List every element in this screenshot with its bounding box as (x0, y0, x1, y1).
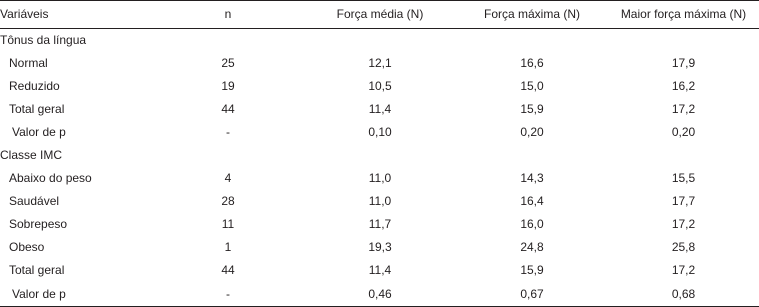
cell-n: 19 (221, 79, 235, 93)
row-label: Normal (9, 56, 48, 70)
cell-max: 15,9 (520, 263, 544, 277)
cell-n: 4 (224, 171, 232, 185)
table-row (0, 52, 759, 75)
row-label: Total geral (9, 102, 65, 116)
cell-mean: 10,5 (368, 79, 392, 93)
row-label: Obeso (9, 240, 45, 254)
header-variables: Variáveis (0, 1, 152, 29)
cell-mean: 11,7 (368, 217, 392, 231)
table-row (0, 282, 759, 307)
cell-max: 16,0 (520, 217, 544, 231)
header-row (0, 1, 759, 29)
group-row-tongue-tonus (0, 29, 759, 53)
cell-max: 24,8 (520, 240, 544, 254)
cell-highest: 0,20 (671, 125, 696, 139)
cell-highest: 17,2 (671, 217, 696, 231)
cell-highest: 16,2 (671, 79, 696, 93)
group-row-bmi-class (0, 144, 759, 167)
cell-max: 14,3 (520, 171, 544, 185)
table-row (0, 167, 759, 190)
cell-mean: 12,1 (368, 56, 392, 70)
cell-highest: 17,7 (671, 194, 696, 208)
cell-max: 15,0 (520, 79, 544, 93)
cell-n: - (226, 125, 230, 139)
cell-mean: 11,0 (368, 171, 392, 185)
header-mean-force: Força média (N) (304, 1, 456, 29)
row-label: Total geral (9, 263, 65, 277)
group-title: Tônus da língua (0, 33, 87, 47)
table-row (0, 259, 759, 282)
row-label: Reduzido (9, 79, 60, 93)
cell-mean: 19,3 (368, 240, 392, 254)
cell-highest: 17,2 (671, 102, 696, 116)
cell-n: 11 (221, 217, 235, 231)
group-title: Classe IMC (0, 148, 63, 162)
table-row (0, 121, 759, 144)
cell-max: 16,4 (520, 194, 544, 208)
cell-mean: 0,10 (368, 125, 392, 139)
table-row (0, 98, 759, 121)
cell-n: 44 (221, 102, 235, 116)
header-max-force: Força máxima (N) (456, 1, 608, 29)
row-label: Saudável (9, 194, 60, 208)
table-row (0, 236, 759, 259)
cell-highest: 0,68 (608, 282, 759, 307)
cell-highest: 15,5 (671, 171, 696, 185)
cell-mean: 11,4 (368, 102, 392, 116)
cell-highest: 25,8 (671, 240, 696, 254)
cell-max: 0,20 (520, 125, 544, 139)
row-label: Sobrepeso (9, 217, 68, 231)
table-header (0, 1, 759, 29)
cell-mean: 11,4 (368, 263, 392, 277)
cell-max: 0,67 (456, 282, 608, 307)
row-label: Valor de p (0, 282, 152, 307)
table-row (0, 75, 759, 98)
header-highest-max-force: Maior força máxima (N) (608, 1, 759, 29)
row-label: Abaixo do peso (9, 171, 92, 185)
cell-highest: 17,2 (671, 263, 696, 277)
table-row (0, 190, 759, 213)
cell-mean: 11,0 (368, 194, 392, 208)
header-n: n (152, 1, 304, 29)
cell-highest: 17,9 (671, 56, 696, 70)
cell-n: 44 (221, 263, 235, 277)
cell-n: 28 (221, 194, 235, 208)
cell-n: 1 (224, 240, 232, 254)
table-body (0, 29, 759, 307)
table-row (0, 213, 759, 236)
cell-n: - (152, 282, 304, 307)
cell-n: 25 (221, 56, 235, 70)
row-label: Valor de p (12, 125, 66, 139)
cell-max: 15,9 (520, 102, 544, 116)
cell-mean: 0,46 (304, 282, 456, 307)
cell-max: 16,6 (520, 56, 544, 70)
